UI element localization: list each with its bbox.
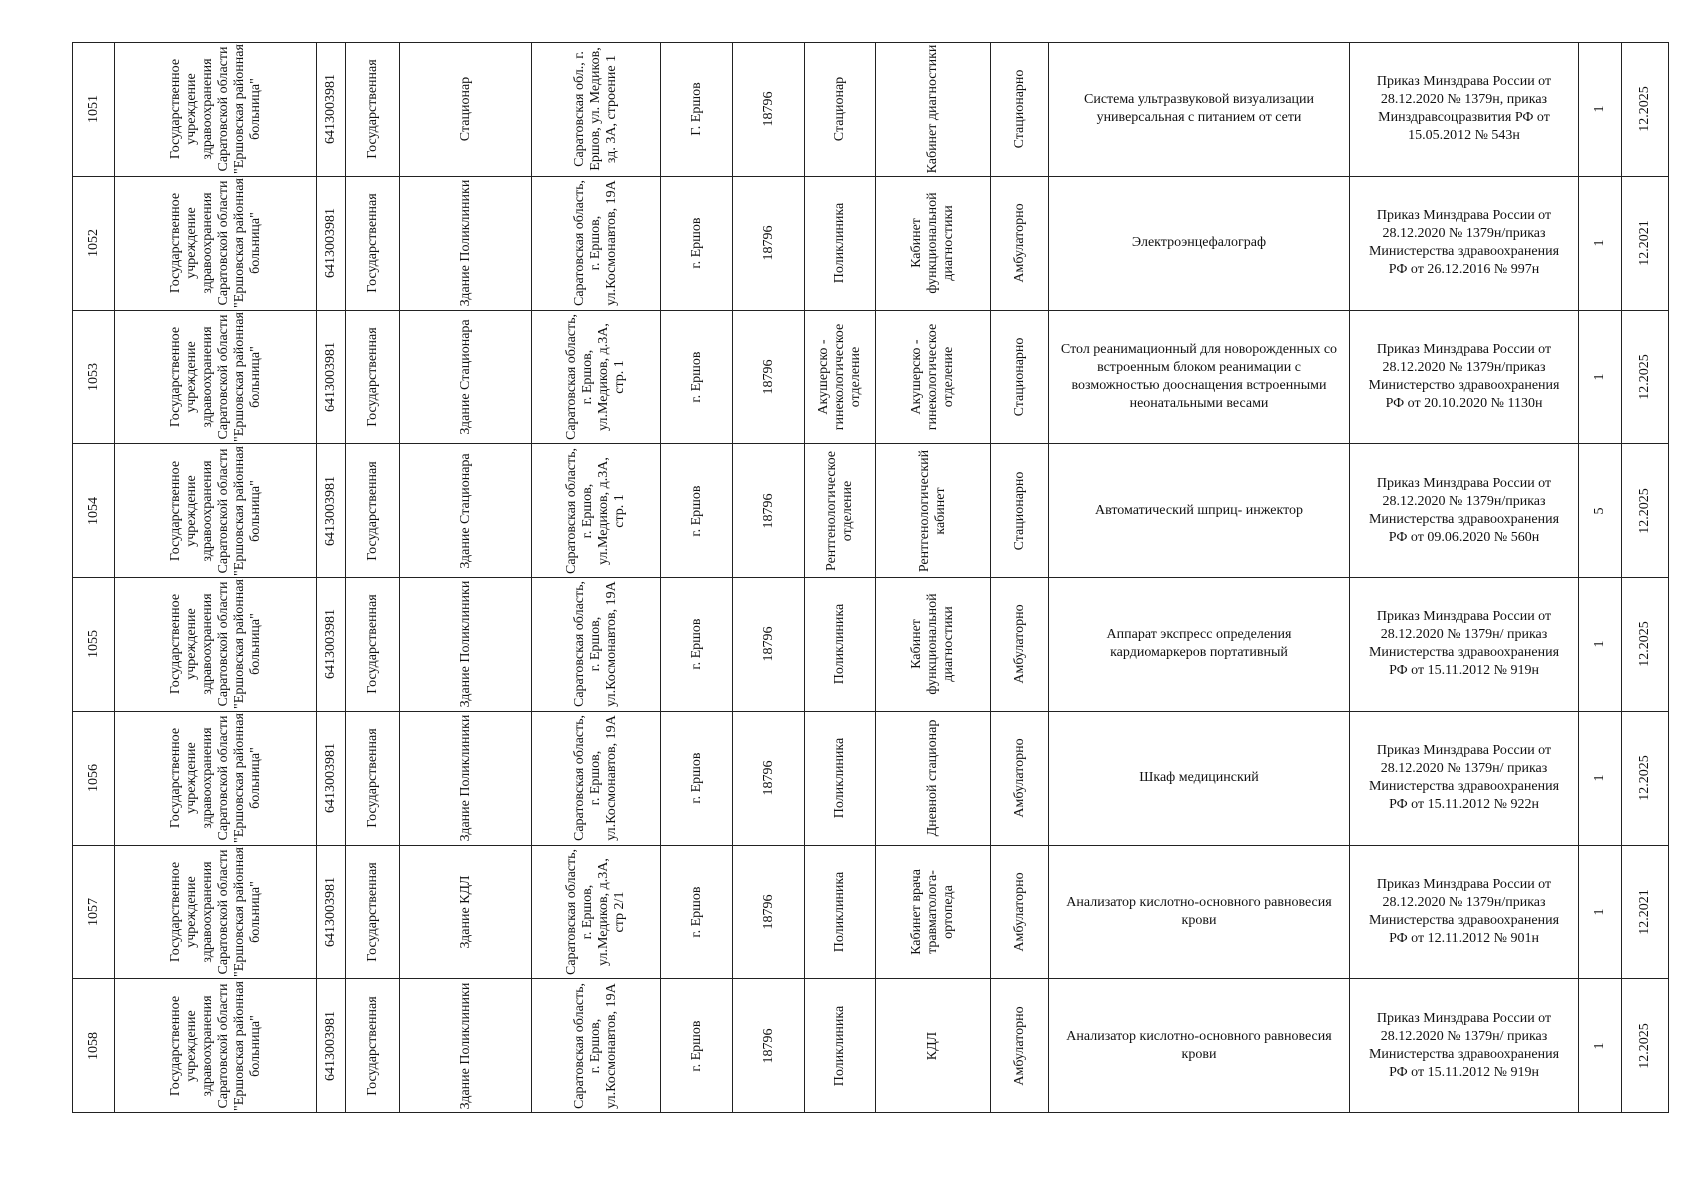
- date-text: 12.2025: [1637, 86, 1652, 133]
- building-text: Здание Стационара: [457, 453, 473, 569]
- equipment-cell: [1048, 443, 1349, 577]
- oktmo-text: 18796: [760, 91, 776, 127]
- order-text: Приказ Минздрава России от 28.12.2020 № 1379н/ приказ Министерства здравоохранения РФ от 15.11.2012 № 922н: [1368, 743, 1560, 813]
- organization-cell: [114, 845, 316, 979]
- condition-cell: [990, 711, 1048, 845]
- address-text: Саратовская область, г. Ершов, ул.Космонавтов, 19А: [572, 180, 619, 307]
- room-text: Кабинет диагностики: [925, 44, 940, 174]
- address-cell: [531, 176, 660, 310]
- ownership-cell: [345, 978, 399, 1113]
- building-cell: [399, 577, 531, 711]
- equipment-text: Автоматический шприц- инжектор: [1094, 502, 1304, 518]
- order-text: Приказ Минздрава России от 28.12.2020 № 1379н/ приказ Министерства здравоохранения РФ от 15.11.2012 № 919н: [1368, 1010, 1560, 1080]
- inn-cell: [316, 443, 345, 577]
- division-cell: [804, 42, 875, 176]
- address-text: Саратовская обл., г. Ершов, ул. Медиков, зд. 3А, строение 1: [572, 47, 619, 172]
- ownership-cell: [345, 42, 399, 176]
- equipment-text: Электроэнцефалограф: [1131, 235, 1267, 251]
- date-cell: [1621, 577, 1669, 711]
- date-cell: [1621, 443, 1669, 577]
- inn-text: 6413003981: [323, 208, 338, 279]
- condition-cell: [990, 310, 1048, 444]
- organization-text: Государственное учреждение здравоохранения Саратовской области "Ершовская районная больница": [167, 445, 263, 576]
- city-text: г. Ершов: [688, 351, 704, 403]
- condition-cell: [990, 845, 1048, 979]
- equipment-cell: [1048, 577, 1349, 711]
- city-text: г. Ершов: [688, 485, 704, 537]
- condition-text: Амбулаторно: [1011, 738, 1027, 818]
- ownership-text: Государственная: [364, 327, 380, 427]
- condition-cell: [990, 176, 1048, 310]
- row-number-text: 1055: [85, 630, 101, 659]
- order-cell: [1349, 711, 1578, 845]
- equipment-text: Шкаф медицинский: [1139, 770, 1259, 786]
- equipment-text: Анализатор кислотно-основного равновесия крови: [1066, 894, 1332, 928]
- building-text: Здание Поликлиники: [457, 179, 473, 307]
- building-cell: [399, 845, 531, 979]
- equipment-table: [72, 42, 1669, 1112]
- division-text: Поликлиника: [832, 1005, 847, 1086]
- inn-cell: [316, 845, 345, 979]
- row-number-cell: [72, 978, 114, 1113]
- date-text: 12.2025: [1637, 621, 1652, 668]
- ownership-text: Государственная: [364, 193, 380, 293]
- organization-cell: [114, 978, 316, 1113]
- equipment-cell: [1048, 978, 1349, 1113]
- quantity-text: 1: [1592, 774, 1607, 782]
- quantity-cell: [1578, 42, 1621, 176]
- date-text: 12.2021: [1637, 889, 1652, 935]
- condition-cell: [990, 443, 1048, 577]
- row-number-cell: [72, 176, 114, 310]
- building-text: Здание КДЛ: [457, 875, 473, 949]
- quantity-text: 1: [1592, 105, 1607, 113]
- row-number-cell: [72, 577, 114, 711]
- quantity-cell: [1578, 711, 1621, 845]
- address-cell: [531, 310, 660, 444]
- division-text: Поликлиника: [832, 604, 847, 685]
- quantity-text: 1: [1592, 373, 1607, 381]
- date-cell: [1621, 845, 1669, 979]
- ownership-text: Государственная: [364, 995, 380, 1096]
- address-text: Саратовская область, г. Ершов, ул.Космонавтов, 19А: [572, 581, 619, 708]
- oktmo-text: 18796: [760, 493, 776, 529]
- city-text: г. Ершов: [688, 886, 704, 938]
- city-cell: [660, 577, 732, 711]
- division-text: Рентгенологическое отделение: [824, 450, 855, 571]
- row-number-text: 1051: [85, 95, 101, 124]
- organization-cell: [114, 443, 316, 577]
- organization-text: Государственное учреждение здравоохранения Саратовской области "Ершовская районная больница": [167, 713, 263, 844]
- row-number-text: 1054: [85, 496, 101, 525]
- inn-cell: [316, 42, 345, 176]
- division-cell: [804, 845, 875, 979]
- date-text: 12.2025: [1637, 1022, 1652, 1069]
- oktmo-text: 18796: [760, 359, 776, 395]
- division-text: Поликлиника: [832, 737, 847, 819]
- organization-cell: [114, 176, 316, 310]
- condition-text: Стационарно: [1011, 69, 1027, 149]
- building-text: Здание Поликлиники: [457, 982, 473, 1109]
- table-row: [72, 845, 1669, 979]
- oktmo-text: 18796: [760, 626, 776, 662]
- address-cell: [531, 845, 660, 979]
- city-cell: [660, 176, 732, 310]
- table-row: [72, 42, 1669, 176]
- oktmo-text: 18796: [760, 894, 776, 930]
- room-cell: [875, 176, 990, 310]
- building-cell: [399, 711, 531, 845]
- date-text: 12.2021: [1637, 220, 1652, 266]
- ownership-text: Государственная: [364, 728, 380, 828]
- order-text: Приказ Минздрава России от 28.12.2020 № 1379н/ приказ Министерства здравоохранения РФ от 15.11.2012 № 919н: [1368, 609, 1560, 679]
- order-text: Приказ Минздрава России от 28.12.2020 № 1379н/приказ Министерства здравоохранения РФ от 26.12.2016 № 997н: [1368, 208, 1560, 278]
- room-cell: [875, 443, 990, 577]
- equipment-text: Система ультразвуковой визуализации универсальная с питанием от сети: [1083, 92, 1315, 126]
- condition-cell: [990, 978, 1048, 1113]
- quantity-cell: [1578, 577, 1621, 711]
- room-text: Кабинет функциональной диагностики: [909, 593, 956, 695]
- city-cell: [660, 42, 732, 176]
- equipment-text: Стол реанимационный для новорожденных со встроенным блоком реанимации с возможностью дооснащения встроенными неонатальными весами: [1060, 341, 1338, 411]
- organization-cell: [114, 711, 316, 845]
- ownership-text: Государственная: [364, 59, 380, 160]
- quantity-text: 1: [1592, 640, 1607, 648]
- order-cell: [1349, 176, 1578, 310]
- equipment-cell: [1048, 845, 1349, 979]
- equipment-text: Аппарат экспресс определения кардиомаркеров портативный: [1106, 627, 1292, 661]
- date-text: 12.2025: [1637, 755, 1652, 801]
- city-cell: [660, 310, 732, 444]
- ownership-text: Государственная: [364, 460, 380, 561]
- room-text: КДЛ: [925, 1031, 940, 1060]
- row-number-text: 1056: [85, 764, 101, 793]
- quantity-cell: [1578, 845, 1621, 979]
- room-text: Рентгенологический кабинет: [917, 449, 948, 572]
- inn-text: 6413003981: [323, 74, 338, 145]
- equipment-cell: [1048, 176, 1349, 310]
- room-cell: [875, 577, 990, 711]
- row-number-cell: [72, 443, 114, 577]
- quantity-cell: [1578, 176, 1621, 310]
- inn-text: 6413003981: [323, 475, 338, 546]
- room-cell: [875, 42, 990, 176]
- order-cell: [1349, 443, 1578, 577]
- quantity-cell: [1578, 310, 1621, 444]
- equipment-cell: [1048, 711, 1349, 845]
- address-cell: [531, 978, 660, 1113]
- order-cell: [1349, 577, 1578, 711]
- row-number-cell: [72, 845, 114, 979]
- oktmo-text: 18796: [760, 1028, 776, 1064]
- date-text: 12.2025: [1637, 487, 1652, 534]
- city-text: г. Ершов: [688, 752, 704, 804]
- organization-text: Государственное учреждение здравоохранения Саратовской области "Ершовская районная больница": [167, 846, 263, 977]
- row-number-text: 1053: [85, 362, 101, 391]
- division-cell: [804, 978, 875, 1113]
- building-text: Стационар: [457, 77, 473, 142]
- inn-text: 6413003981: [323, 876, 338, 947]
- division-cell: [804, 443, 875, 577]
- ownership-cell: [345, 577, 399, 711]
- room-cell: [875, 845, 990, 979]
- building-cell: [399, 42, 531, 176]
- order-text: Приказ Минздрава России от 28.12.2020 № 1379н, приказ Минздравсоцразвития РФ от 15.05.2012 № 543н: [1376, 74, 1552, 144]
- oktmo-cell: [732, 42, 804, 176]
- organization-cell: [114, 577, 316, 711]
- condition-text: Стационарно: [1011, 337, 1027, 417]
- address-cell: [531, 443, 660, 577]
- table-row: [72, 978, 1669, 1112]
- building-cell: [399, 176, 531, 310]
- table-row: [72, 443, 1669, 577]
- inn-text: 6413003981: [323, 341, 338, 412]
- building-text: Здание Поликлиники: [457, 581, 473, 708]
- room-text: Кабинет врача травматолога-ортопеда: [909, 868, 956, 955]
- address-cell: [531, 711, 660, 845]
- row-number-cell: [72, 711, 114, 845]
- oktmo-text: 18796: [760, 760, 776, 796]
- room-cell: [875, 711, 990, 845]
- date-cell: [1621, 42, 1669, 176]
- inn-cell: [316, 577, 345, 711]
- table-row: [72, 176, 1669, 310]
- inn-cell: [316, 711, 345, 845]
- row-number-cell: [72, 42, 114, 176]
- quantity-cell: [1578, 978, 1621, 1113]
- quantity-text: 1: [1592, 239, 1607, 247]
- table-row: [72, 310, 1669, 444]
- condition-text: Амбулаторно: [1011, 604, 1027, 684]
- order-cell: [1349, 978, 1578, 1113]
- inn-text: 6413003981: [323, 743, 338, 814]
- order-text: Приказ Минздрава России от 28.12.2020 № 1379н/приказ Министерства здравоохранения РФ от 09.06.2020 № 560н: [1368, 475, 1560, 545]
- condition-text: Стационарно: [1011, 471, 1027, 551]
- organization-text: Государственное учреждение здравоохранения Саратовской области "Ершовская районная больница": [167, 178, 263, 309]
- date-cell: [1621, 711, 1669, 845]
- building-text: Здание Поликлиники: [457, 714, 473, 842]
- division-text: Стационар: [832, 77, 847, 142]
- condition-cell: [990, 42, 1048, 176]
- address-text: Саратовская область, г. Ершов, ул.Космонавтов, 19А: [572, 982, 619, 1109]
- ownership-cell: [345, 845, 399, 979]
- oktmo-cell: [732, 176, 804, 310]
- address-text: Саратовская область, г. Ершов, ул.Космонавтов, 19А: [572, 715, 619, 842]
- address-text: Саратовская область, г. Ершов, ул.Медиков, д.3А, стр. 1: [564, 313, 627, 440]
- oktmo-cell: [732, 443, 804, 577]
- ownership-cell: [345, 310, 399, 444]
- date-text: 12.2025: [1637, 354, 1652, 400]
- quantity-text: 1: [1592, 1042, 1607, 1050]
- ownership-text: Государственная: [364, 594, 380, 695]
- organization-cell: [114, 42, 316, 176]
- city-text: Г. Ершов: [688, 82, 704, 137]
- condition-text: Амбулаторно: [1011, 1006, 1027, 1086]
- address-cell: [531, 42, 660, 176]
- ownership-text: Государственная: [364, 862, 380, 962]
- city-text: г. Ершов: [688, 1020, 704, 1072]
- order-cell: [1349, 845, 1578, 979]
- quantity-text: 1: [1592, 908, 1607, 916]
- table-row: [72, 711, 1669, 845]
- oktmo-cell: [732, 845, 804, 979]
- condition-text: Амбулаторно: [1011, 872, 1027, 952]
- division-text: Поликлиника: [832, 202, 847, 284]
- inn-cell: [316, 978, 345, 1113]
- city-cell: [660, 711, 732, 845]
- city-cell: [660, 978, 732, 1113]
- equipment-cell: [1048, 42, 1349, 176]
- address-cell: [531, 577, 660, 711]
- room-cell: [875, 978, 990, 1113]
- room-text: Акушерско - гинекологическое отделение: [909, 323, 956, 431]
- oktmo-cell: [732, 310, 804, 444]
- city-text: г. Ершов: [688, 618, 704, 670]
- oktmo-text: 18796: [760, 225, 776, 261]
- equipment-text: Анализатор кислотно-основного равновесия крови: [1066, 1028, 1332, 1062]
- address-text: Саратовская область, г. Ершов, ул.Медиков, д.3А, стр. 1: [564, 447, 627, 574]
- equipment-cell: [1048, 310, 1349, 444]
- division-text: Поликлиника: [832, 871, 847, 953]
- city-cell: [660, 443, 732, 577]
- row-number-text: 1058: [85, 1031, 101, 1060]
- ownership-cell: [345, 443, 399, 577]
- condition-text: Амбулаторно: [1011, 203, 1027, 283]
- organization-text: Государственное учреждение здравоохранения Саратовской области "Ершовская районная больница": [167, 311, 263, 442]
- row-number-text: 1052: [85, 229, 101, 258]
- room-cell: [875, 310, 990, 444]
- building-cell: [399, 310, 531, 444]
- oktmo-cell: [732, 711, 804, 845]
- order-text: Приказ Минздрава России от 28.12.2020 № 1379н/приказ Министерство здравоохранения РФ от 20.10.2020 № 1130н: [1368, 341, 1560, 411]
- building-text: Здание Стационара: [457, 319, 473, 435]
- date-cell: [1621, 176, 1669, 310]
- quantity-text: 5: [1592, 507, 1607, 515]
- organization-cell: [114, 310, 316, 444]
- inn-cell: [316, 176, 345, 310]
- inn-text: 6413003981: [323, 609, 338, 680]
- division-cell: [804, 310, 875, 444]
- room-text: Дневной стационар: [925, 719, 940, 837]
- division-text: Акушерско - гинекологическое отделение: [816, 323, 863, 431]
- quantity-cell: [1578, 443, 1621, 577]
- division-cell: [804, 711, 875, 845]
- order-cell: [1349, 310, 1578, 444]
- order-cell: [1349, 42, 1578, 176]
- inn-cell: [316, 310, 345, 444]
- division-cell: [804, 577, 875, 711]
- building-cell: [399, 443, 531, 577]
- date-cell: [1621, 978, 1669, 1113]
- inn-text: 6413003981: [323, 1010, 338, 1081]
- row-number-text: 1057: [85, 897, 101, 926]
- ownership-cell: [345, 176, 399, 310]
- organization-text: Государственное учреждение здравоохранения Саратовской области "Ершовская районная больница": [167, 579, 263, 710]
- organization-text: Государственное учреждение здравоохранения Саратовской области "Ершовская районная больница": [167, 980, 263, 1111]
- address-text: Саратовская область, г. Ершов, ул.Медиков, д.3А, стр 2/1: [564, 848, 627, 975]
- table-row: [72, 577, 1669, 711]
- oktmo-cell: [732, 577, 804, 711]
- row-number-cell: [72, 310, 114, 444]
- organization-text: Государственное учреждение здравоохранения Саратовской области "Ершовская районная больница": [167, 44, 263, 175]
- building-cell: [399, 978, 531, 1113]
- ownership-cell: [345, 711, 399, 845]
- room-text: Кабинет функциональной диагностики: [909, 192, 956, 294]
- date-cell: [1621, 310, 1669, 444]
- city-text: г. Ершов: [688, 217, 704, 269]
- city-cell: [660, 845, 732, 979]
- division-cell: [804, 176, 875, 310]
- condition-cell: [990, 577, 1048, 711]
- order-text: Приказ Минздрава России от 28.12.2020 № 1379н/приказ Министерства здравоохранения РФ от 12.11.2012 № 901н: [1368, 876, 1560, 946]
- oktmo-cell: [732, 978, 804, 1113]
